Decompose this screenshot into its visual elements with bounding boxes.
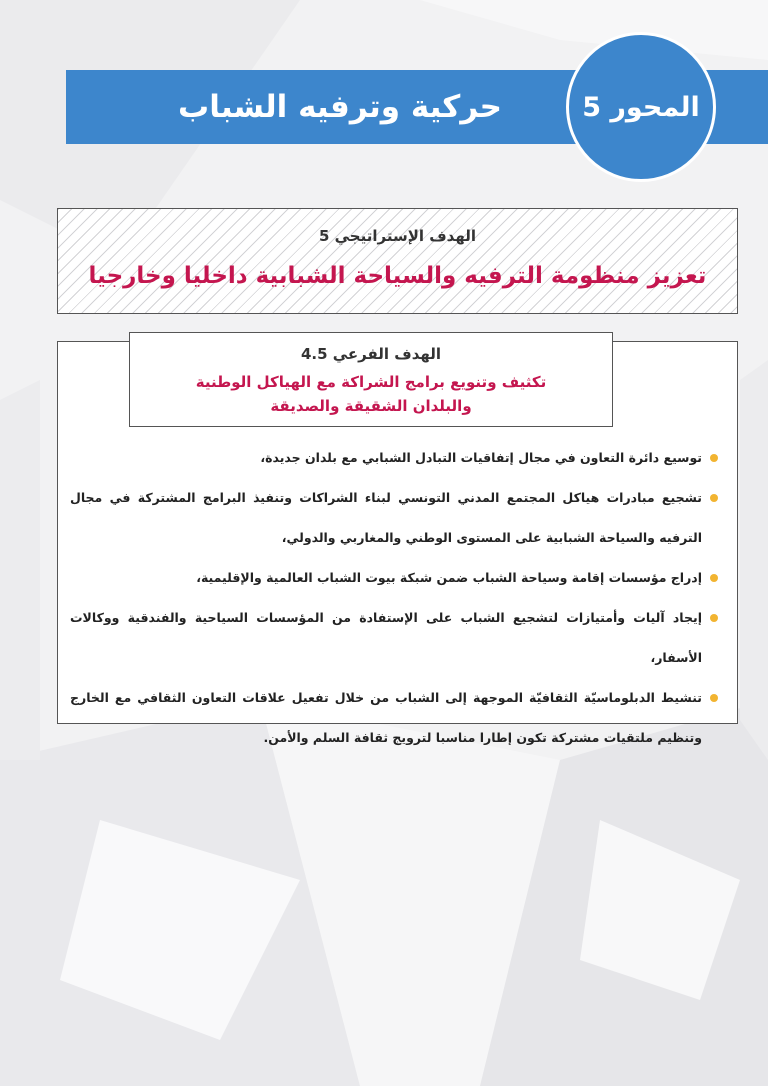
bullet-dot-icon (710, 614, 718, 622)
strategic-goal-box (57, 208, 738, 314)
strategic-goal-title: تعزيز منظومة الترفيه والسياحة الشبابية داخليا وخارجيا (88, 263, 707, 289)
sub-goal-box (129, 332, 613, 427)
list-item (70, 598, 718, 678)
page-title: حركية وترفيه الشباب (178, 89, 502, 125)
list-item (70, 678, 718, 758)
sub-goal-label: الهدف الفرعي 4.5 (300, 345, 442, 363)
strategic-goal-label: الهدف الإستراتيجي 5 (318, 227, 477, 245)
bullet-dot-icon (710, 694, 718, 702)
list-item-text: إيجاد آليات وأمتيازات لتشجيع الشباب على الإستفادة من المؤسسات السياحية والفندقية ووكالات الأسفار، (70, 610, 702, 665)
list-item (70, 558, 718, 598)
bullet-dot-icon (710, 574, 718, 582)
axis-badge (566, 32, 716, 182)
list-item-text: تشجيع مبادرات هياكل المجتمع المدني التونسي لبناء الشراكات وتنفيذ البرامج المشتركة في مجال الترفيه والسياحة الشبابية على المستوى الوطني والمغاربي والدولي، (70, 490, 702, 545)
list-item-text: إدراج مؤسسات إقامة وسياحة الشباب ضمن شبكة بيوت الشباب العالمية والإقليمية، (196, 570, 702, 585)
sub-goal-title-line-2: والبلدان الشقيقة والصديقة (270, 397, 472, 415)
list-item (70, 478, 718, 558)
list-item-text: توسيع دائرة التعاون في مجال إتفاقيات التبادل الشبابي مع بلدان جديدة، (260, 450, 702, 465)
bullet-dot-icon (710, 494, 718, 502)
list-item (70, 438, 718, 478)
action-list (70, 438, 718, 758)
list-item-text: تنشيط الدبلوماسيّة الثقافيّة الموجهة إلى الشباب من خلال تفعيل علاقات التعاون الثقافي مع الخارج وتنظيم ملتقيات مشتركة تكون إطارا مناسبا لترويج ثقافة السلم والأمن. (70, 690, 702, 745)
sub-goal-title-line-1: تكثيف وتنويع برامج الشراكة مع الهياكل الوطنية (195, 373, 547, 391)
axis-label: المحور 5 (582, 91, 700, 123)
bullet-dot-icon (710, 454, 718, 462)
